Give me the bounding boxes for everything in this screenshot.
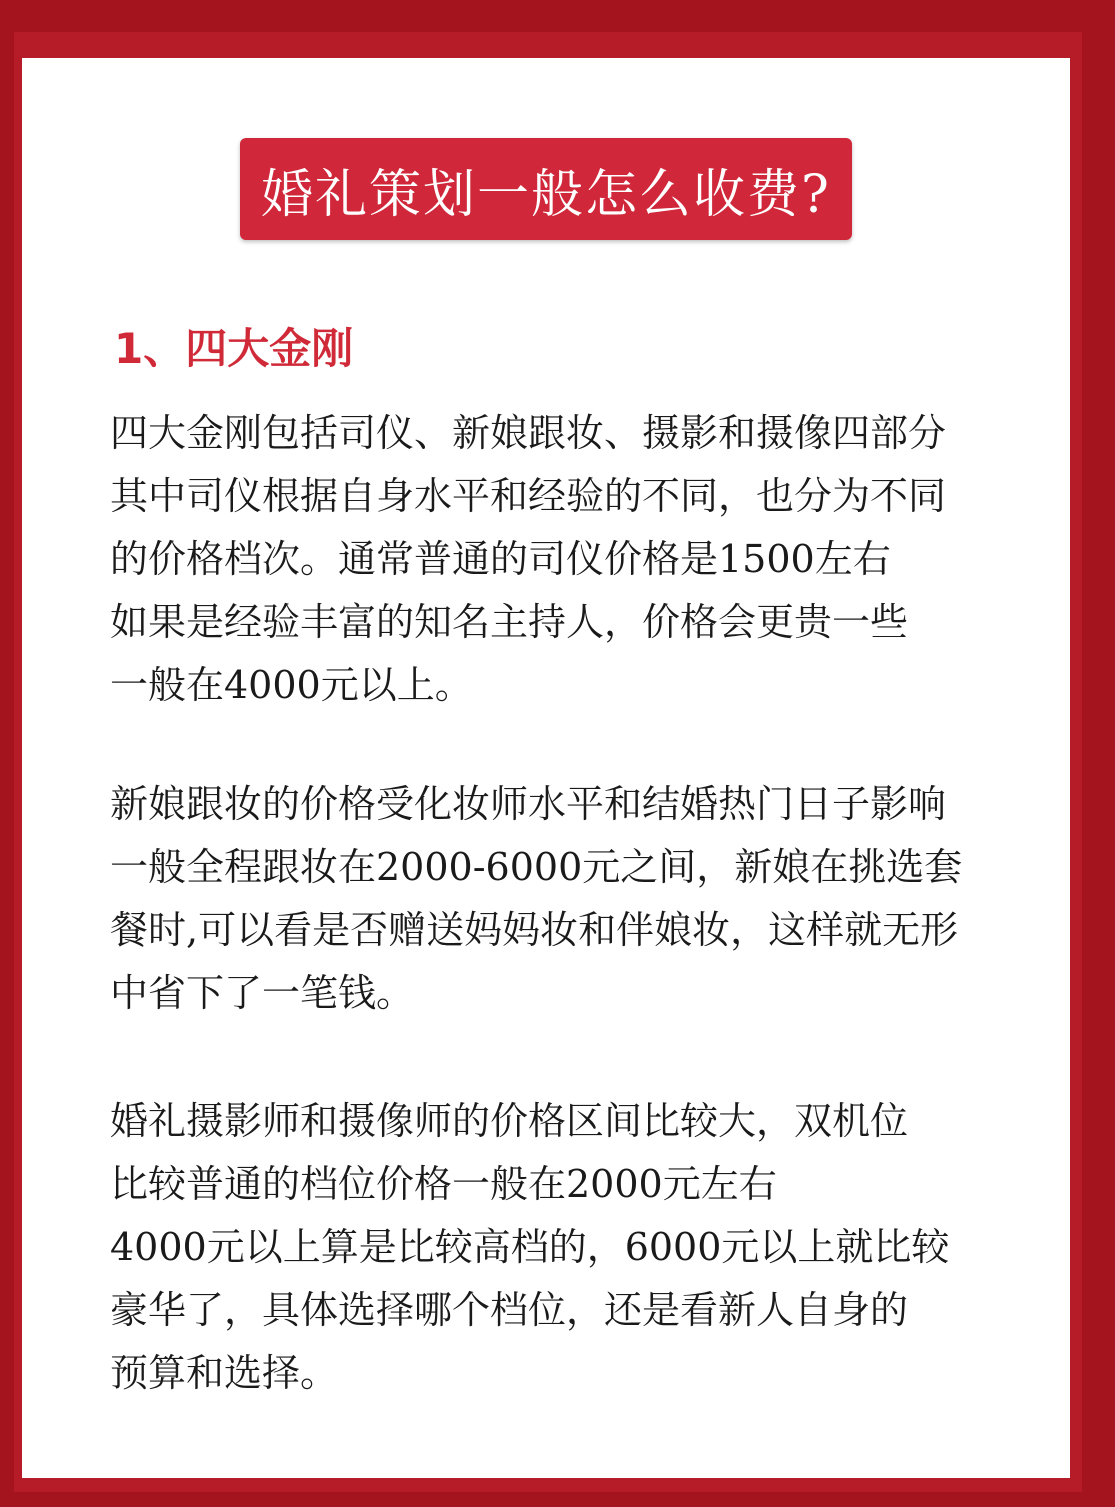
page-title: 婚礼策划一般怎么收费? xyxy=(261,164,831,225)
paragraph-line: 如果是经验丰富的知名主持人，价格会更贵一些 xyxy=(110,600,909,644)
paragraph-line: 中省下了一笔钱。 xyxy=(110,971,415,1015)
title-banner xyxy=(240,138,852,240)
paragraph-line: 四大金刚包括司仪、新娘跟妆、摄影和摄像四部分 xyxy=(110,411,947,455)
paragraph-line: 一般全程跟妆在2000-6000元之间，新娘在挑选套 xyxy=(110,845,963,889)
paragraph-line: 餐时,可以看是否赠送妈妈妆和伴娘妆，这样就无形 xyxy=(110,908,959,952)
paragraph-line: 4000元以上算是比较高档的，6000元以上就比较 xyxy=(110,1225,950,1269)
paragraph-line: 预算和选择。 xyxy=(110,1351,339,1395)
paragraph-line: 其中司仪根据自身水平和经验的不同，也分为不同 xyxy=(110,474,947,518)
paragraph-host-price xyxy=(110,402,1070,717)
paragraph-line: 豪华了，具体选择哪个档位，还是看新人自身的 xyxy=(110,1288,909,1332)
paragraph-line: 一般在4000元以上。 xyxy=(110,663,473,707)
paragraph-makeup-price xyxy=(110,773,1070,1025)
paragraph-photo-price xyxy=(110,1090,1070,1405)
content-card xyxy=(22,58,1070,1478)
paragraph-line: 婚礼摄影师和摄像师的价格区间比较大，双机位 xyxy=(110,1099,909,1143)
section-heading: 1、四大金刚 xyxy=(114,324,354,373)
paragraph-line: 比较普通的档位价格一般在2000元左右 xyxy=(110,1162,777,1206)
paragraph-line: 新娘跟妆的价格受化妆师水平和结婚热门日子影响 xyxy=(110,782,947,826)
paragraph-line: 的价格档次。通常普通的司仪价格是1500左右 xyxy=(110,537,891,581)
